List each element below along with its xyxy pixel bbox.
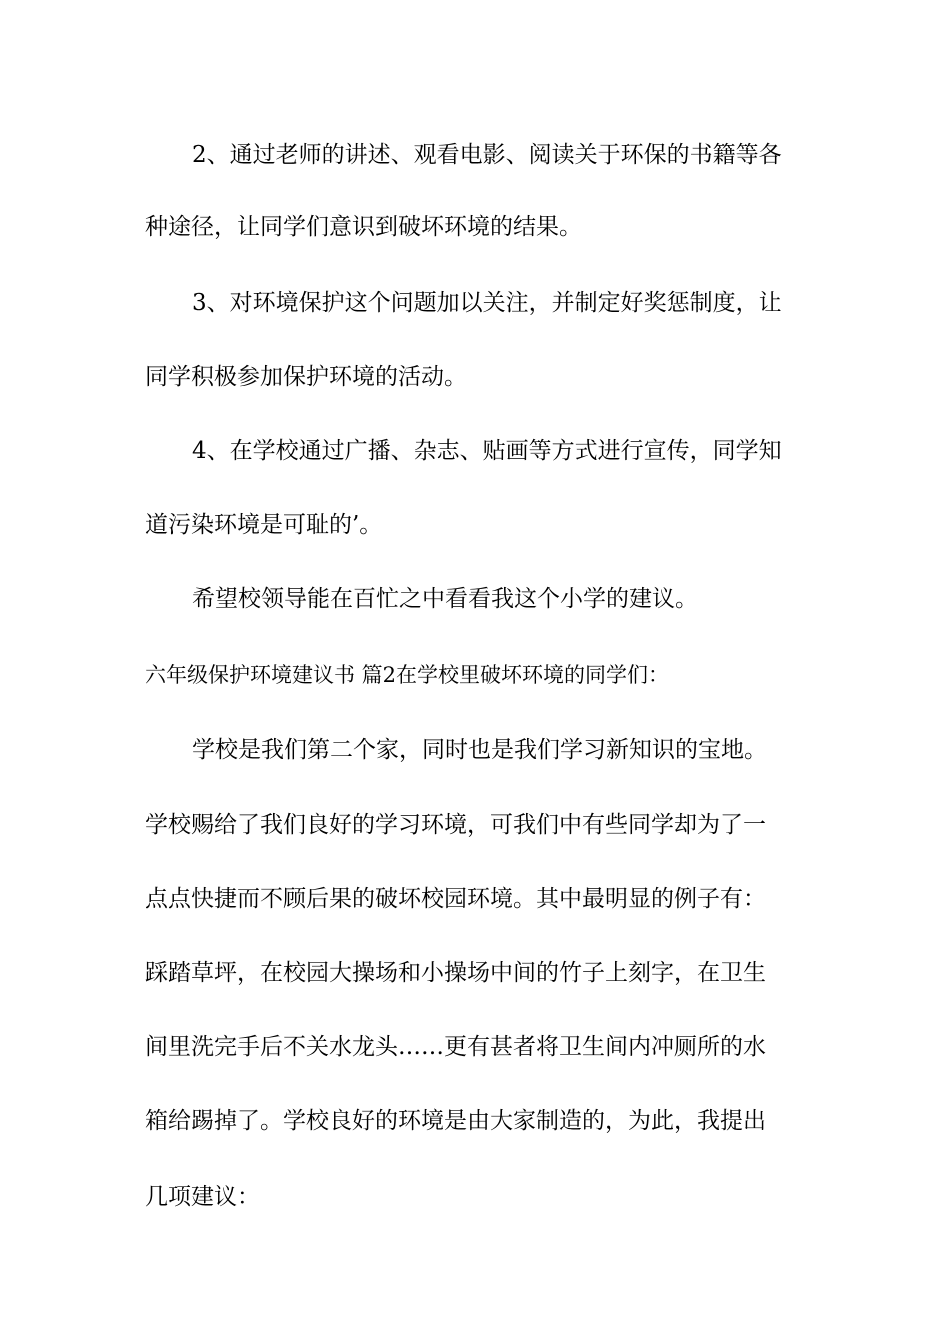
paragraph-line-6: 道污染环境是可耻的’。 bbox=[145, 512, 383, 538]
paragraph-line-12: 踩踏草坪，在校园大操场和小操场中间的竹子上刻字，在卫生 bbox=[145, 960, 766, 986]
paragraph-line-14: 箱给踢掉了。学校良好的环境是由大家制造的，为此，我提出 bbox=[145, 1108, 766, 1134]
paragraph-line-1: 2、通过老师的讲述、观看电影、阅读关于环保的书籍等各 bbox=[192, 142, 782, 168]
paragraph-line-9: 学校是我们第二个家，同时也是我们学习新知识的宝地。 bbox=[192, 737, 767, 763]
paragraph-line-13: 间里洗完手后不关水龙头……更有甚者将卫生间内冲厕所的水 bbox=[145, 1034, 766, 1060]
paragraph-line-7: 希望校领导能在百忙之中看看我这个小学的建议。 bbox=[192, 586, 698, 612]
paragraph-line-2: 种途径，让同学们意识到破坏环境的结果。 bbox=[145, 214, 582, 240]
paragraph-line-4: 同学积极参加保护环境的活动。 bbox=[145, 364, 467, 390]
paragraph-line-5: 4、在学校通过广播、杂志、贴画等方式进行宣传，同学知 bbox=[192, 438, 782, 464]
paragraph-line-10: 学校赐给了我们良好的学习环境，可我们中有些同学却为了一 bbox=[145, 812, 766, 838]
paragraph-line-3: 3、对环境保护这个问题加以关注，并制定好奖惩制度，让 bbox=[192, 290, 782, 316]
paragraph-line-11: 点点快捷而不顾后果的破坏校园环境。其中最明显的例子有： bbox=[145, 886, 766, 912]
section-heading: 六年级保护环境建议书 篇2在学校里破坏环境的同学们： bbox=[145, 663, 670, 687]
paragraph-line-15: 几项建议： bbox=[145, 1184, 260, 1210]
